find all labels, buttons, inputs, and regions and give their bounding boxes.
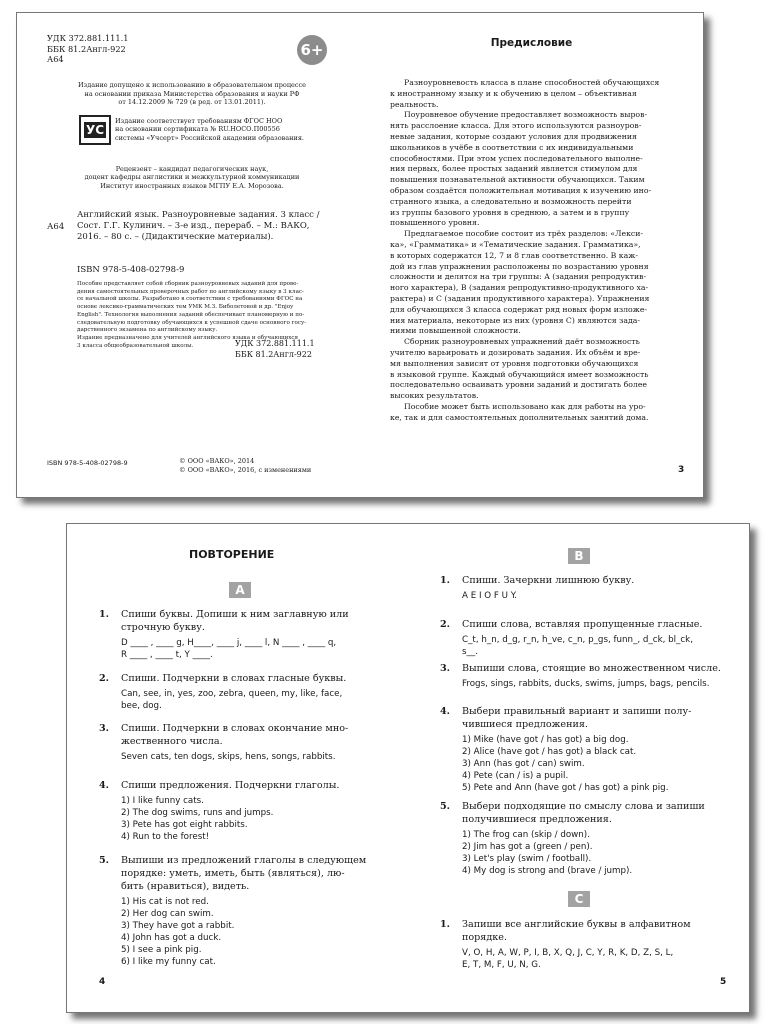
exercise-line: 2) Alice (have got / has got) a black cat. bbox=[462, 747, 637, 757]
preface-line: ного характера), B (задания репродуктивно-продуктивного ха- bbox=[390, 283, 649, 293]
preface-line: Предлагаемое пособие состоит из трёх разделов: «Лекси- bbox=[404, 229, 644, 239]
preface-line: последовательно осваивать уровни заданий и достигать более bbox=[390, 380, 648, 390]
reviewer-line: доцент кафедры англистики и межкультурной коммуникации bbox=[84, 173, 300, 182]
task-instruction bbox=[462, 800, 705, 877]
instruction-line: Выпиши слова, стоящие во множественном числе. bbox=[462, 663, 721, 674]
udk-block bbox=[47, 33, 128, 65]
udk-line: УДК 372.881.111.1 bbox=[47, 33, 129, 43]
fgos-line: системы «Учсерт» Российской академии образования. bbox=[115, 133, 304, 142]
preface-line: Пособие может быть использовано как для работы на уро- bbox=[404, 401, 646, 411]
approval-note bbox=[47, 81, 337, 107]
reviewer-line: Институт иностранных языков МГПУ Е.А. Морозова. bbox=[100, 181, 284, 190]
task-instruction bbox=[121, 722, 348, 763]
preface-text bbox=[390, 78, 680, 424]
annotation-line: Издание предназначено для учителей английского языка и обучающихся bbox=[77, 334, 299, 341]
preface-line: рактера) и C (задания продуктивного характера). Упражнения bbox=[390, 293, 650, 303]
reviewer-note bbox=[47, 165, 337, 190]
udk-line: УДК 372.881.111.1 bbox=[235, 339, 315, 348]
preface-line: повышенного уровня. bbox=[390, 218, 480, 228]
task-instruction bbox=[462, 618, 702, 658]
task-number: 1. bbox=[440, 575, 451, 586]
exercise-line: 4) Pete (can / is) a pupil. bbox=[462, 771, 569, 781]
annotation-line: 3 класса общеобразовательной школы. bbox=[77, 342, 194, 349]
exercise-line: 2) The dog swims, runs and jumps. bbox=[121, 808, 274, 818]
preface-line: к иностранному языку и к обучению в целом – объективная bbox=[390, 88, 637, 98]
preface-line: невые задания, которые создают условия для продвижения bbox=[390, 131, 637, 141]
fgos-note bbox=[115, 117, 304, 142]
preface-line: Поуровневое обучение предоставляет возможность выров- bbox=[404, 110, 648, 120]
exercise-line: 1) His cat is not red. bbox=[121, 897, 209, 907]
preface-title: Предисловие bbox=[490, 37, 573, 49]
exercise-line: 4) My dog is strong and (brave / jump). bbox=[462, 866, 633, 876]
spread-exercises bbox=[66, 523, 750, 1013]
task-number: 5. bbox=[440, 801, 451, 812]
exercise-line: Seven cats, ten dogs, skips, hens, songs, rabbits. bbox=[121, 752, 336, 762]
task-number: 1. bbox=[440, 919, 451, 930]
preface-line: Сборник разноуровневых упражнений даёт возможность bbox=[404, 337, 640, 347]
task-number: 3. bbox=[99, 723, 110, 734]
preface-line: ке, так и для самостоятельных дополнительных занятий дома. bbox=[390, 412, 649, 422]
annotation-line: се начальной школы. Разработано в соответствии с требованиями ФГОС на bbox=[77, 296, 303, 303]
page-repetition-bc bbox=[408, 524, 749, 1012]
task-number: 4. bbox=[99, 780, 110, 791]
bbk-line: ББК 81.2Англ-922 bbox=[47, 43, 126, 54]
exercise-line: E, T, M, F, U, N, G. bbox=[462, 960, 541, 970]
bib-line: Сост. Г.Г. Кулинич. – 3-е изд., перераб. – М.: ВАКО, bbox=[77, 221, 310, 231]
instruction-line: Спиши предложения. Подчеркни глаголы. bbox=[121, 780, 340, 791]
task-number: 4. bbox=[440, 706, 451, 717]
fgos-line: Издание соответствует требованиям ФГОС НОО bbox=[115, 117, 283, 125]
preface-line: образом создаётся положительная мотивация к изучению ино- bbox=[390, 185, 652, 195]
level-badge-b: B bbox=[568, 548, 590, 564]
author-code: А64 bbox=[47, 54, 64, 65]
exercise-line: C_t, h_n, d_g, r_n, h_ve, c_n, p_gs, funn_, d_ck, bl_ck, bbox=[462, 635, 693, 645]
footer-isbn: ISBN 978-5-408-02798-9 bbox=[47, 459, 128, 467]
preface-line: сложности и делятся на три группы: A (задания репродуктив- bbox=[390, 272, 647, 282]
exercise-line: V, O, H, A, W, P, I, B, X, Q, J, C, Y, R, K, D, Z, S, L, bbox=[462, 948, 674, 958]
instruction-line: Спиши. Подчеркни в словах окончание мно- bbox=[121, 723, 349, 734]
instruction-line: Спиши буквы. Допиши к ним заглавную или bbox=[121, 609, 349, 620]
instruction-line: Спиши слова, вставляя пропущенные гласные. bbox=[462, 619, 703, 630]
page-number: 3 bbox=[678, 465, 685, 475]
bib-line: 2016. – 80 с. – (Дидактические материалы). bbox=[77, 232, 274, 242]
exercise-line: 1) The frog can (skip / down). bbox=[462, 830, 590, 840]
preface-line: для обучающихся 3 класса содержат ряд новых форм изложе- bbox=[390, 304, 648, 314]
exercise-line: 3) Let's play (swim / football). bbox=[462, 854, 592, 864]
age-rating-badge: 6+ bbox=[297, 35, 327, 65]
exercise-line: 3) Ann (has got / can) swim. bbox=[462, 759, 585, 769]
bibliographic-record bbox=[77, 210, 319, 243]
fgos-certificate-logo bbox=[79, 115, 111, 145]
exercise-line: 4) John has got a duck. bbox=[121, 933, 222, 943]
exercise-line: 5) Pete and Ann (have got / has got) a pink pig. bbox=[462, 783, 669, 793]
annotation-line: Пособие представляет собой сборник разноуровневых заданий для прове- bbox=[77, 281, 299, 287]
page-repetition-a bbox=[67, 524, 408, 1012]
instruction-line: жественного числа. bbox=[121, 736, 223, 747]
approval-line: от 14.12.2009 № 729 (в ред. от 13.01.2011). bbox=[118, 98, 266, 107]
exercise-line: A E I O F U Y. bbox=[462, 591, 518, 601]
preface-line: ниями повышенной сложности. bbox=[390, 326, 521, 336]
exercise-line: 3) They have got a rabbit. bbox=[121, 921, 235, 931]
exercise-line: Can, see, in, yes, zoo, zebra, queen, my, like, face, bbox=[121, 689, 343, 699]
task-instruction bbox=[121, 608, 349, 661]
instruction-line: порядке. bbox=[462, 932, 507, 943]
approval-line: Издание допущено к использованию в образовательном процессе bbox=[78, 81, 306, 89]
spread-imprint-preface bbox=[16, 12, 704, 498]
annotation-line: English". Технология выполнения заданий обеспечивает планомерную и по- bbox=[77, 311, 305, 318]
annotation-line: дения самостоятельных проверочных работ по английскому языку в 3 клас- bbox=[77, 288, 304, 295]
page-imprint bbox=[17, 13, 360, 497]
udk-bottom-block bbox=[235, 339, 315, 360]
preface-line: ния первых, более простых заданий является стимулом для bbox=[390, 164, 638, 174]
page-number: 4 bbox=[99, 977, 106, 987]
annotation-line: следовательную подготовку обучающихся к успешной сдаче основного госу- bbox=[77, 319, 307, 326]
task-instruction bbox=[121, 779, 339, 843]
level-badge-a: A bbox=[229, 582, 251, 598]
logo-text: УС bbox=[85, 123, 105, 137]
preface-line: учителю варьировать и дозировать задания. Их объём и вре- bbox=[390, 347, 641, 357]
task-number: 3. bbox=[440, 663, 451, 674]
exercise-line: Frogs, sings, rabbits, ducks, swims, jumps, bags, pencils. bbox=[462, 679, 710, 689]
exercise-line: bee, dog. bbox=[121, 701, 162, 711]
exercise-line: 1) I like funny cats. bbox=[121, 796, 204, 806]
exercise-line: 6) I like my funny cat. bbox=[121, 957, 216, 967]
preface-line: реальность. bbox=[390, 99, 439, 109]
preface-line: дой из глав упражнения расположены по возрастанию уровня bbox=[390, 261, 649, 271]
exercise-line: 2) Her dog can swim. bbox=[121, 909, 214, 919]
exercise-line: 5) I see a pink pig. bbox=[121, 945, 202, 955]
instruction-line: строчную букву. bbox=[121, 622, 205, 633]
task-number: 5. bbox=[99, 855, 110, 866]
exercise-line: 3) Pete has got eight rabbits. bbox=[121, 820, 248, 830]
preface-line: ния материала, некоторые из них (уровня C) являются зада- bbox=[390, 315, 640, 325]
isbn: ISBN 978-5-408-02798-9 bbox=[77, 265, 185, 275]
instruction-line: бить (нравиться), видеть. bbox=[121, 881, 250, 892]
exercise-line: D ____ , ____ g, H____, ____ j, ____ l, N ____ , ____ q, bbox=[121, 638, 337, 648]
task-number: 1. bbox=[99, 609, 110, 620]
fgos-line: на основании сертификата № RU.НОСО.П00556 bbox=[115, 125, 280, 134]
instruction-line: получившиеся предложения. bbox=[462, 814, 612, 825]
preface-line: странного языка, а следовательно и возможность перейти bbox=[390, 196, 632, 206]
preface-line: ка», «Грамматика» и «Тематические задания. Грамматика», bbox=[390, 239, 641, 249]
approval-line: на основании приказа Министерства образования и науки РФ bbox=[84, 89, 300, 98]
preface-line: мя выполнения зависят от уровня подготовки обучающихся bbox=[390, 358, 639, 368]
task-instruction bbox=[462, 574, 634, 602]
preface-line: в языковой группе. Каждый обучающийся имеет возможность bbox=[390, 369, 649, 379]
exercise-line: 1) Mike (have got / has got) a big dog. bbox=[462, 735, 629, 745]
instruction-line: Выбери подходящие по смыслу слова и запиши bbox=[462, 801, 705, 812]
copyright bbox=[179, 457, 311, 475]
preface-line: нять расслоение класса. Для этого используются разноуров- bbox=[390, 121, 642, 131]
task-instruction bbox=[121, 854, 366, 968]
instruction-line: Выбери правильный вариант и запиши полу- bbox=[462, 706, 692, 717]
instruction-line: порядке: уметь, иметь, быть (являться), лю- bbox=[121, 868, 345, 879]
instruction-line: Выпиши из предложений глаголы в следующем bbox=[121, 855, 367, 866]
preface-line: Разноуровневость класса в плане способностей обучающихся bbox=[404, 78, 660, 87]
instruction-line: Спиши. Зачеркни лишнюю букву. bbox=[462, 575, 635, 586]
instruction-line: Запиши все английские буквы в алфавитном bbox=[462, 919, 691, 930]
bbk-line: ББК 81.2Англ-922 bbox=[235, 349, 312, 359]
index-code: А64 bbox=[47, 222, 65, 232]
instruction-line: чившиеся предложения. bbox=[462, 719, 588, 730]
task-number: 2. bbox=[440, 619, 451, 630]
task-instruction bbox=[462, 662, 721, 690]
page-preface bbox=[360, 13, 703, 497]
preface-line: из группы базового уровня в среднюю, а затем и в группу bbox=[390, 207, 630, 217]
exercise-line: 2) Jim has got a (green / pen). bbox=[462, 842, 593, 852]
bib-line: Английский язык. Разноуровневые задания. 3 класс / bbox=[77, 210, 320, 220]
preface-line: в которых содержатся 12, 7 и 8 глав соответственно. В каж- bbox=[390, 250, 639, 260]
exercise-line: R ____ , ____ t, Y ____. bbox=[121, 650, 213, 660]
preface-line: повышения познавательной активности обучающихся. Таким bbox=[390, 175, 645, 185]
task-instruction bbox=[462, 918, 691, 971]
task-instruction bbox=[121, 672, 346, 712]
exercise-line: s__. bbox=[462, 647, 478, 657]
section-title: ПОВТОРЕНИЕ bbox=[189, 548, 275, 561]
instruction-line: Спиши. Подчеркни в словах гласные буквы. bbox=[121, 673, 347, 684]
copyright-line: © ООО «ВАКО», 2014 bbox=[179, 457, 255, 465]
preface-line: высоких результатов. bbox=[390, 391, 479, 401]
level-badge-c: C bbox=[568, 891, 590, 907]
copyright-line: © ООО «ВАКО», 2016, с изменениями bbox=[179, 466, 312, 474]
preface-line: способностями. При этом успех последовательного выполне- bbox=[390, 153, 643, 163]
task-instruction bbox=[462, 705, 691, 794]
preface-line: школьников в учёбе в соответствии с их индивидуальными bbox=[390, 142, 634, 152]
reviewer-line: Рецензент – кандидат педагогических наук, bbox=[115, 165, 269, 173]
page-number: 5 bbox=[720, 977, 727, 987]
exercise-line: 4) Run to the forest! bbox=[121, 832, 210, 842]
annotation-line: дарственного экзамена по английскому языку. bbox=[77, 327, 218, 334]
annotation-line: основе лексико-грамматических тем УМК М.З. Биболетовой и др. "Enjoy bbox=[77, 304, 294, 311]
task-number: 2. bbox=[99, 673, 110, 684]
